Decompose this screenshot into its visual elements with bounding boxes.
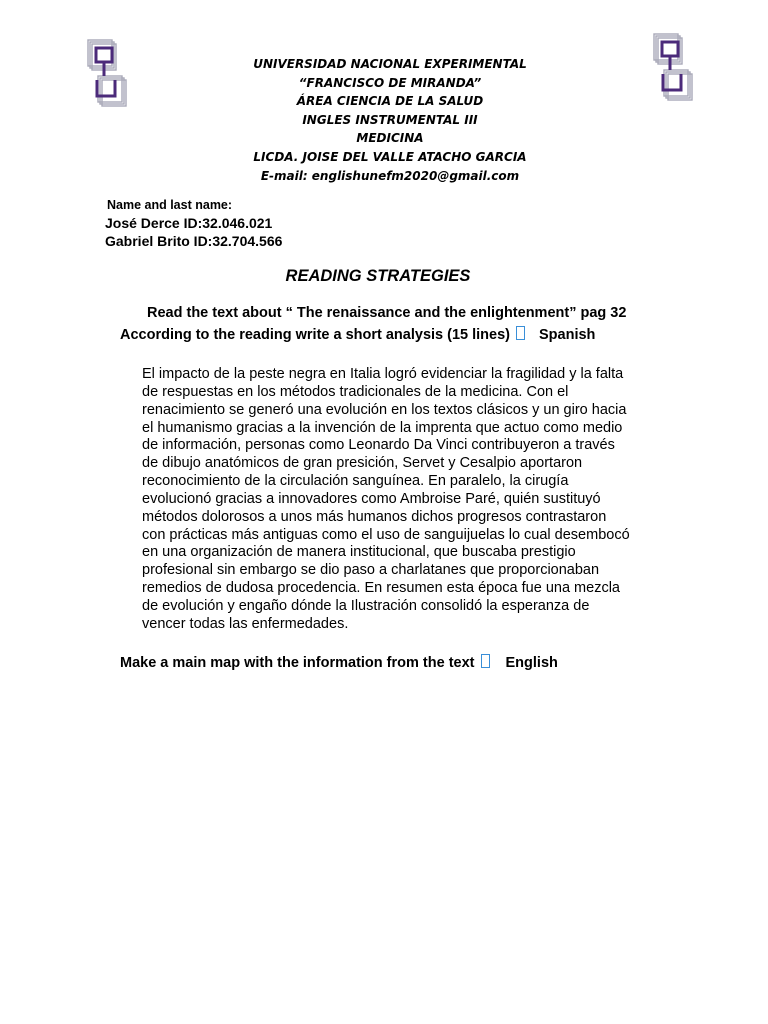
analysis-line: de información, personas como Leonardo Da Vinci contribuyeron a través <box>142 437 615 454</box>
analysis-line: profesional sin embargo se dio paso a charlatanes que proporcionaban <box>142 562 600 579</box>
analysis-line: de evolución y engaño dónde la Ilustración consolidó la esperanza de <box>142 597 590 614</box>
university-logo-icon <box>84 36 128 110</box>
teacher-name: LICDA. JOISE DEL VALLE ATACHO GARCIA <box>253 149 527 164</box>
instruction-map-text: Make a main map with the information from the text <box>120 655 475 671</box>
instruction-analysis <box>120 326 595 343</box>
arrow-placeholder-icon <box>481 654 490 668</box>
analysis-line: El impacto de la peste negra en Italia logró evidenciar la fragilidad y la falta <box>142 366 624 382</box>
analysis-line: con prácticas más antiguas como el uso de sanguijuelas lo cual desembocó <box>142 526 630 543</box>
arrow-placeholder-icon <box>516 326 525 340</box>
analysis-line: de respuestas en los métodos tradicionales de la medicina. Con el <box>142 383 569 400</box>
analysis-line: evolucionó gracias a innovadores como Ambroise Paré, quién sustituyó <box>142 490 601 507</box>
student-1: José Derce ID:32.046.021 <box>105 215 273 231</box>
analysis-line: de dibujo anatómicos de gran presición, Servet y Cesalpio aportaron <box>142 455 583 472</box>
analysis-line: reconocimiento de la circulación sanguínea. En paralelo, la cirugía <box>142 473 569 490</box>
instruction-map-language: English <box>505 655 558 671</box>
analysis-line: métodos dolorosos a unos más humanos dichos progresos contrastaron <box>142 508 607 525</box>
analysis-line: renacimiento se generó una evolución en los textos clásicos y un giro hacia <box>142 401 627 418</box>
analysis-line: el humanismo gracias a la invención de la imprenta que actuo como medio <box>142 419 623 436</box>
university-logo-icon <box>650 30 694 104</box>
course-name: INGLES INSTRUMENTAL III <box>302 112 478 127</box>
instruction-analysis-language: Spanish <box>539 327 596 343</box>
student-2: Gabriel Brito ID:32.704.566 <box>105 233 283 249</box>
university-name: UNIVERSIDAD NACIONAL EXPERIMENTAL <box>253 57 527 71</box>
teacher-email: E-mail: englishunefm2020@gmail.com <box>260 168 520 183</box>
document-header <box>190 55 590 185</box>
student-names <box>105 196 282 250</box>
analysis-line: remedios de dudosa procedencia. En resumen esta época fue una mezcla <box>142 580 620 597</box>
area-name: ÁREA CIENCIA DE LA SALUD <box>296 94 484 109</box>
name-label: Name and last name: <box>107 198 233 212</box>
analysis-line: en una organización de manera institucional, que buscaba prestigio <box>142 544 576 561</box>
instruction-reading: Read the text about “ The renaissance and the enlightenment” pag 32 <box>147 305 627 321</box>
instruction-analysis-text: According to the reading write a short analysis (15 lines) <box>120 327 510 343</box>
program-name: MEDICINA <box>356 131 424 146</box>
analysis-paragraph <box>142 366 662 634</box>
instruction-map <box>120 654 558 671</box>
university-subtitle: “FRANCISCO DE MIRANDA” <box>298 75 482 90</box>
analysis-line: vencer todas las enfermedades. <box>142 615 349 632</box>
page-title: READING STRATEGIES <box>285 267 471 285</box>
